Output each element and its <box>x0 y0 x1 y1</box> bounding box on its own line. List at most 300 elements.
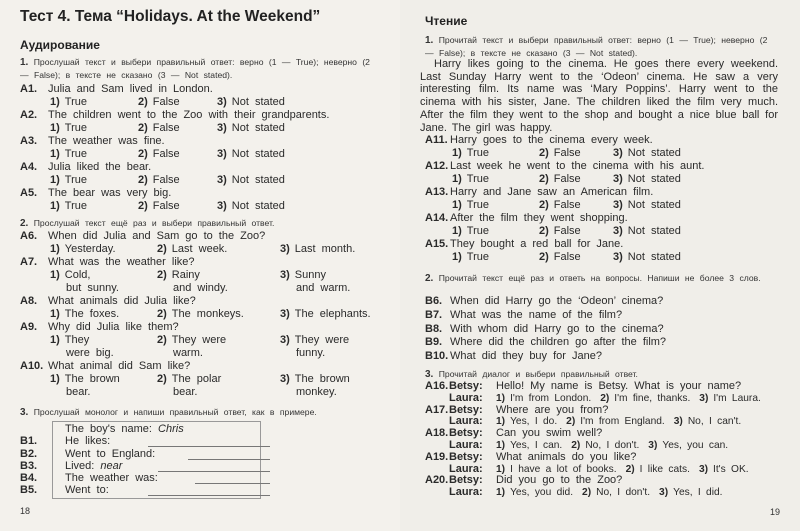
option-number: 3) <box>613 225 623 237</box>
question-label: B7. <box>425 308 443 321</box>
answer-option <box>539 251 581 264</box>
option-number: 1) <box>50 96 60 108</box>
answer-option <box>217 122 285 135</box>
question-label: A10. <box>20 360 44 372</box>
option-number: 2) <box>138 174 148 186</box>
question-label: A15. <box>425 238 449 250</box>
option-number: 2) <box>157 373 167 385</box>
answer-option <box>157 373 221 386</box>
option-text: True <box>466 173 489 185</box>
option-text: False <box>152 174 180 186</box>
question-text: What did they buy for Jane? <box>450 350 602 363</box>
question-text: The bear was very big. <box>48 187 172 199</box>
speaker-name: Laura: <box>449 438 483 451</box>
form-row <box>20 460 260 472</box>
form-field-label <box>65 448 155 461</box>
form-row <box>20 435 260 447</box>
question-label: A13. <box>425 186 449 198</box>
option-text: False <box>152 122 180 134</box>
option-number: 3) <box>659 487 669 499</box>
answer-option <box>452 251 489 264</box>
option-text: Last month. <box>294 243 356 255</box>
option-text: False <box>152 148 180 160</box>
question-row <box>425 238 795 251</box>
option-text: False <box>553 251 581 263</box>
question-label: A3. <box>20 135 38 147</box>
answer-option <box>613 225 681 238</box>
answer-option <box>452 225 489 238</box>
question-text: What was the weather like? <box>48 256 195 268</box>
option-text: The polar <box>171 373 222 385</box>
option-text: True <box>64 200 87 212</box>
answer-option <box>217 200 285 213</box>
question-label: A12. <box>425 160 449 172</box>
options-row <box>20 148 390 161</box>
option-text: False <box>553 147 581 159</box>
option-text-continued: bear. <box>173 386 198 398</box>
question-row <box>425 350 795 364</box>
dialog-line: Did you go to the Zoo? <box>496 474 623 487</box>
form-label: B5. <box>20 484 38 497</box>
option-number: 3) <box>699 392 709 404</box>
question-label: B9. <box>425 336 443 349</box>
option-number: 1) <box>50 243 60 255</box>
option-text: False <box>152 200 180 212</box>
option-number: 2) <box>539 173 549 185</box>
option-number: 1) <box>50 148 60 160</box>
question-text: Julia liked the bear. <box>48 161 152 173</box>
question-label: A2. <box>20 109 38 121</box>
form-field-text: The weather was: <box>65 472 158 485</box>
question-text: They bought a red ball for Jane. <box>450 238 624 250</box>
question-row <box>425 134 795 147</box>
answer-option <box>496 487 573 498</box>
page-number: 18 <box>20 506 31 516</box>
option-number: 1) <box>50 308 60 320</box>
task2-instruction <box>425 272 780 285</box>
task2-instruction <box>20 217 382 230</box>
question-text: The children went to the Zoo with their grandparents. <box>48 109 330 121</box>
option-text: Not stated <box>627 225 681 237</box>
option-number: 3) <box>698 463 708 475</box>
option-text: False <box>553 173 581 185</box>
option-text: Sunny <box>294 269 326 281</box>
options-row <box>20 269 390 282</box>
answer-option <box>659 487 722 498</box>
option-number: 3) <box>648 439 658 451</box>
option-number: 3) <box>280 334 290 346</box>
open-questions <box>425 295 795 364</box>
option-number: 1) <box>452 225 462 237</box>
form-field-label <box>65 472 158 485</box>
option-text-continued: monkey. <box>296 386 337 398</box>
answer-option <box>280 334 349 347</box>
form-field-value: near <box>100 459 123 472</box>
answer-option <box>539 173 581 186</box>
question-text: What was the name of the film? <box>450 308 623 321</box>
option-text: They were <box>294 334 350 346</box>
option-number: 1) <box>50 373 60 385</box>
option-text: True <box>466 147 489 159</box>
options-row <box>20 174 390 187</box>
option-number: 3) <box>613 251 623 263</box>
task-number: 1. <box>20 57 29 68</box>
answer-option <box>496 416 557 427</box>
option-number: 1) <box>452 173 462 185</box>
answer-option <box>138 96 180 109</box>
option-text: True <box>64 174 87 186</box>
question-label: A11. <box>425 134 448 146</box>
task-text: Прослушай текст и выбери правильный ответ: верно (1 — True); неверно (2 — False); в тексте не сказано (3 — Not stated). <box>20 57 370 80</box>
option-text: True <box>466 225 489 237</box>
question-row <box>20 135 390 148</box>
question-row <box>425 212 795 225</box>
option-text: False <box>553 199 581 211</box>
option-number: 3) <box>217 96 227 108</box>
task-text: Прослушай монолог и напиши правильный ответ, как в примере. <box>33 407 317 417</box>
question-text: What animals did Julia like? <box>48 295 196 307</box>
question-label: A18. <box>425 427 449 440</box>
options-row <box>20 200 390 213</box>
question-label: A4. <box>20 161 38 173</box>
option-number: 1) <box>50 200 60 212</box>
option-number: 2) <box>539 225 549 237</box>
answer-option <box>648 440 728 451</box>
options-row <box>20 334 390 347</box>
form-field-label <box>65 435 110 448</box>
option-number: 2) <box>539 199 549 211</box>
answer-form <box>20 423 260 497</box>
question-row <box>20 295 390 308</box>
question-row <box>425 295 795 309</box>
option-text: Not stated <box>627 173 681 185</box>
option-text-continued: but sunny. <box>66 282 119 294</box>
question-row <box>20 256 390 269</box>
option-number: 2) <box>571 439 581 451</box>
answer-option <box>138 122 180 135</box>
option-number: 1) <box>452 147 462 159</box>
option-text: Yes, I do. <box>510 416 558 428</box>
option-text: I'm Laura. <box>713 392 761 404</box>
question-text: With whom did Harry go to the cinema? <box>450 322 664 335</box>
options-row <box>20 96 390 109</box>
answer-option <box>539 225 581 238</box>
question-label: A6. <box>20 230 38 242</box>
example-value: Chris <box>158 423 184 435</box>
option-text-continued: and warm. <box>296 282 351 294</box>
question-label: B10. <box>425 350 449 363</box>
speaker-name: Betsy: <box>449 450 483 463</box>
option-text: Not stated <box>627 199 681 211</box>
answer-option <box>157 308 244 321</box>
question-text: What animal did Sam like? <box>48 360 191 372</box>
answer-option <box>280 269 326 282</box>
option-number: 2) <box>566 416 576 428</box>
answer-option <box>50 122 87 135</box>
option-number: 1) <box>50 334 60 346</box>
speaker-name: Laura: <box>449 486 483 499</box>
options-row <box>425 199 795 212</box>
question-text: When did Harry go the ‘Odeon’ cinema? <box>450 295 664 307</box>
answer-option <box>50 269 90 282</box>
form-row <box>20 448 260 460</box>
question-row <box>20 109 390 122</box>
answer-option <box>699 464 749 475</box>
option-number: 3) <box>280 243 290 255</box>
answer-option <box>496 464 617 475</box>
option-number: 3) <box>613 147 623 159</box>
option-text: No, I can't. <box>687 416 742 428</box>
question-row <box>20 360 390 373</box>
option-number: 2) <box>539 251 549 263</box>
option-text: Yes, I can. <box>510 439 563 451</box>
dialog-line: Hello! My name is Betsy. What is your name? <box>496 380 742 392</box>
dialog-row <box>425 427 795 439</box>
option-text: Yes, you can. <box>662 439 729 451</box>
option-text: The brown <box>64 373 120 385</box>
option-text: True <box>466 199 489 211</box>
option-number: 2) <box>138 122 148 134</box>
dialog-row <box>425 474 795 486</box>
option-text: I like cats. <box>639 463 690 475</box>
answer-option <box>50 148 87 161</box>
option-text-continued: were big. <box>66 347 114 359</box>
answer-option <box>613 173 681 186</box>
task-number: 3. <box>20 407 29 418</box>
answer-option <box>280 308 371 321</box>
option-text: Yes, you did. <box>510 487 574 499</box>
question-text: Why did Julia like them? <box>48 321 179 333</box>
options-row <box>425 251 795 264</box>
option-number: 2) <box>157 269 167 281</box>
option-number: 1) <box>496 392 506 404</box>
form-field-label <box>65 460 122 473</box>
option-text: Not stated <box>231 200 285 212</box>
task-text: Прослушай текст ещё раз и выбери правильный ответ. <box>33 218 275 228</box>
answer-option <box>50 200 87 213</box>
speaker-name: Betsy: <box>449 474 483 487</box>
option-number: 1) <box>496 439 506 451</box>
answer-option <box>217 96 285 109</box>
answer-option <box>496 393 591 404</box>
answer-option <box>626 464 690 475</box>
option-number: 2) <box>138 200 148 212</box>
option-text-continued: and windy. <box>173 282 228 294</box>
question-label: A7. <box>20 256 38 268</box>
options-row <box>425 225 795 238</box>
option-text: I have a lot of books. <box>510 463 617 475</box>
speaker-name: Betsy: <box>449 427 483 440</box>
option-number: 2) <box>138 96 148 108</box>
answer-option <box>217 148 285 161</box>
answer-option <box>50 96 87 109</box>
answers-row <box>425 392 795 404</box>
option-text-continued: funny. <box>296 347 326 359</box>
option-number: 1) <box>496 463 506 475</box>
options-row <box>425 147 795 160</box>
answer-option <box>138 174 180 187</box>
option-number: 3) <box>280 308 290 320</box>
option-text: They <box>64 334 90 346</box>
question-row <box>425 336 795 350</box>
option-number: 3) <box>217 174 227 186</box>
example-label: The boy's name: <box>65 423 152 435</box>
answers-row <box>425 486 795 498</box>
answers-row <box>425 463 795 475</box>
answer-option <box>613 199 681 212</box>
option-text: Yesterday. <box>64 243 116 255</box>
answer-option <box>50 243 116 256</box>
question-row <box>425 160 795 173</box>
question-row <box>20 187 390 200</box>
option-text: It's OK. <box>713 463 749 475</box>
option-number: 1) <box>496 487 506 499</box>
answer-option <box>157 269 200 282</box>
option-text: Rainy <box>171 269 200 281</box>
dialog-row <box>425 404 795 416</box>
options-row <box>425 173 795 186</box>
question-label: A14. <box>425 212 449 224</box>
question-label: A8. <box>20 295 38 307</box>
option-number: 2) <box>539 147 549 159</box>
answer-option <box>613 251 681 264</box>
option-text: I'm fine, thanks. <box>614 392 691 404</box>
dialog-questions <box>425 380 795 498</box>
option-text: Yes, I did. <box>673 487 723 499</box>
question-text: The weather was fine. <box>48 135 165 147</box>
question-label: B8. <box>425 322 443 335</box>
option-number: 3) <box>217 200 227 212</box>
option-number: 1) <box>50 269 60 281</box>
option-number: 3) <box>280 269 290 281</box>
option-number: 1) <box>496 416 506 428</box>
option-number: 1) <box>452 199 462 211</box>
form-label: B3. <box>20 459 38 472</box>
option-number: 1) <box>452 251 462 263</box>
dialog-line: Where are you from? <box>496 403 609 416</box>
answer-option <box>571 440 639 451</box>
task-number: 2. <box>20 218 29 229</box>
option-number: 3) <box>613 199 623 211</box>
true-false-questions <box>20 83 390 213</box>
form-label: B2. <box>20 447 38 460</box>
question-label: A20. <box>425 474 449 487</box>
option-number: 2) <box>625 463 635 475</box>
option-text: Not stated <box>231 148 285 160</box>
option-number: 3) <box>613 173 623 185</box>
answer-option <box>539 199 581 212</box>
options-continuation-row <box>20 386 390 399</box>
option-number: 3) <box>217 122 227 134</box>
question-text: When did Julia and Sam go to the Zoo? <box>48 230 266 242</box>
dialog-line: What animals do you like? <box>496 450 637 463</box>
answer-option <box>613 147 681 160</box>
option-text: True <box>64 122 87 134</box>
option-text: False <box>553 225 581 237</box>
answer-option <box>217 174 285 187</box>
option-text: The foxes. <box>64 308 120 320</box>
question-label: A5. <box>20 187 38 199</box>
task3-instruction <box>20 406 382 419</box>
answer-option <box>280 373 350 386</box>
speaker-name: Betsy: <box>449 380 483 392</box>
option-number: 1) <box>50 174 60 186</box>
answer-option <box>452 199 489 212</box>
question-label: B6. <box>425 295 443 307</box>
option-text: True <box>64 148 87 160</box>
answer-option <box>452 147 489 160</box>
speaker-name: Laura: <box>449 415 483 428</box>
answer-line[interactable] <box>148 495 270 496</box>
option-number: 2) <box>157 308 167 320</box>
answer-options <box>496 486 731 499</box>
form-row <box>20 484 260 496</box>
question-label: A19. <box>425 450 449 463</box>
question-text: After the film they went shopping. <box>450 212 628 224</box>
task-number: 1. <box>425 35 434 46</box>
option-number: 3) <box>217 148 227 160</box>
question-row <box>20 321 390 334</box>
question-label: A9. <box>20 321 38 333</box>
question-text: Harry goes to the cinema every week. <box>450 134 653 146</box>
option-text: True <box>64 96 87 108</box>
answer-option <box>50 373 120 386</box>
answer-option <box>280 243 355 256</box>
option-text: Cold, <box>64 269 91 281</box>
task1-instruction <box>20 56 382 81</box>
answer-option <box>674 416 741 427</box>
answer-option <box>50 308 119 321</box>
question-row <box>425 309 795 323</box>
option-text: No, I don't. <box>585 439 640 451</box>
options-row <box>20 373 390 386</box>
page-number: 19 <box>770 507 781 517</box>
question-text: Harry and Jane saw an American film. <box>450 186 654 198</box>
answer-option <box>566 416 665 427</box>
answer-option <box>157 243 227 256</box>
option-text: The elephants. <box>294 308 371 320</box>
option-number: 2) <box>582 487 592 499</box>
dialog-row <box>425 380 795 392</box>
option-number: 1) <box>50 122 60 134</box>
task-text: Прочитай диалог и выбери правильный ответ. <box>438 369 638 379</box>
form-row <box>20 472 260 484</box>
task-text: Прочитай текст и выбери правильный ответ: верно (1 — True); неверно (2 — False); в тексте не сказано (3 — Not stated). <box>425 35 768 58</box>
form-field-label <box>65 484 109 497</box>
question-text: Julia and Sam lived in London. <box>48 83 213 95</box>
answer-option <box>50 334 89 347</box>
answer-option <box>582 487 650 498</box>
form-label: B4. <box>20 472 38 485</box>
multiple-choice-questions <box>20 230 390 399</box>
dialog-line: Can you swim well? <box>496 427 603 440</box>
answer-option <box>600 393 690 404</box>
answer-option <box>157 334 226 347</box>
question-text: Last week he went to the cinema with his aunt. <box>450 160 705 172</box>
question-text: Where did the children go after the film? <box>450 336 667 349</box>
answer-option <box>50 174 87 187</box>
question-label: A17. <box>425 403 449 416</box>
answer-option <box>539 147 581 160</box>
form-field-text: Went to England: <box>65 447 156 460</box>
options-row <box>20 308 390 321</box>
option-number: 3) <box>280 373 290 385</box>
true-false-questions <box>425 134 795 264</box>
section-listening: Аудирование <box>20 38 100 52</box>
question-row <box>425 323 795 337</box>
dialog-row <box>425 451 795 463</box>
option-text: Not stated <box>231 96 285 108</box>
